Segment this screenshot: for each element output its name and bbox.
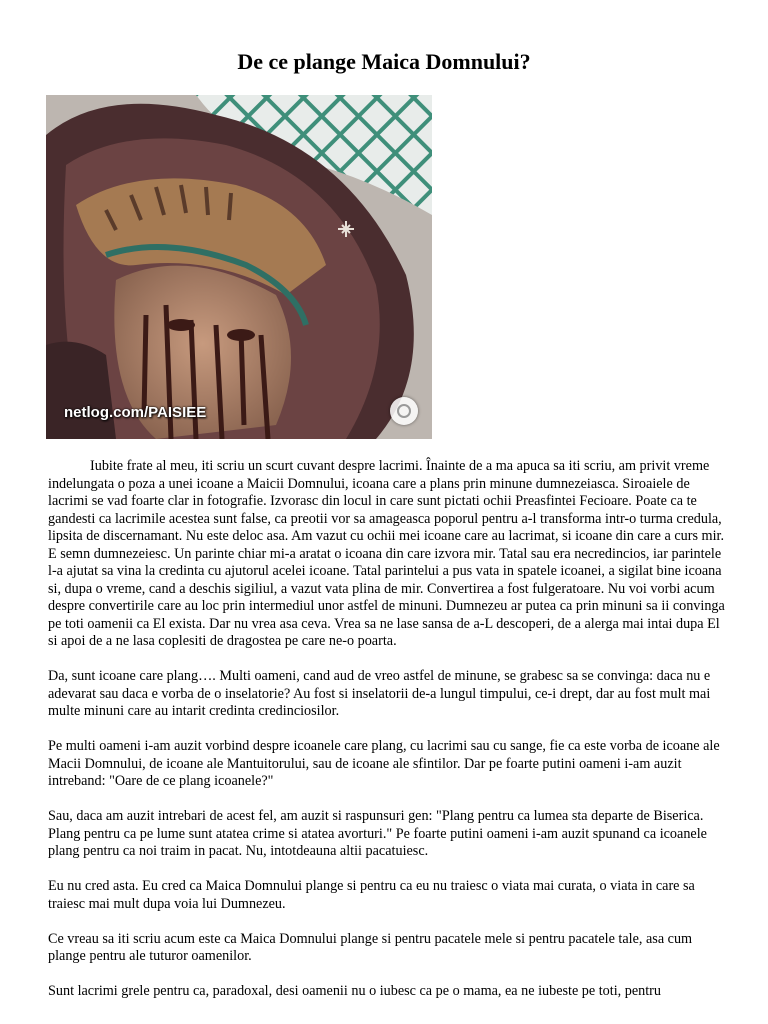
- icon-photograph: [46, 95, 432, 439]
- paragraph: Da, sunt icoane care plang…. Multi oameni, cand aud de vreo astfel de minune, se grabesc sa se convinga: daca nu e adevarat sau daca e vorba de o inselatorie? Au fost si inselatorii de-a lungul timpului, ce-i drept, dar au fost mult mai multe minuni care au intarit credinta credinciosilor.: [48, 668, 711, 719]
- paragraph: Sau, daca am auzit intrebari de acest fel, am auzit si raspunsuri gen: "Plang pentru ca lumea sta departe de Biserica. Plang pentru ca pe lume sunt atatea crime si atatea avorturi." Pe foarte putini oameni i-am auzit spunand ca icoanele plang pentru ca noi traim in pacat. Nu, intotdeauna altii pacatuiesc.: [48, 808, 707, 859]
- paragraph: Eu nu cred asta. Eu cred ca Maica Domnului plange si pentru ca eu nu traiesc o viata mai curata, o viata in care sa traiesc mai mult dupa voia lui Dumnezeu.: [48, 878, 695, 912]
- paragraph: Sunt lacrimi grele pentru ca, paradoxal, desi oamenii nu o iubesc ca pe o mama, ea ne iubeste pe toti, pentru: [48, 983, 661, 999]
- camera-logo-icon: [390, 397, 418, 425]
- photo-watermark: netlog.com/PAISIEE: [64, 404, 207, 421]
- paragraph: Iubite frate al meu, iti scriu un scurt cuvant despre lacrimi. Înainte de a ma apuca sa iti scriu, am privit vreme indelungata o poza a unei icoane a Maicii Domnului, icoana care a plans prin minune dumnezeiasca. Siroaiele de lacrimi se vad foarte clar in fotografie. Izvorasc din locul in care sunt pictati ochii Preasfintei Fecioare. Poate ca te gandesti ca lacrimile acestea sunt false, ca preotii vor sa amageasca poporul pentru a-l transforma intr-o turma credula, lipsita de discernamant. Nu este deloc asa. Am vazut cu ochii mei icoane care au lacrimat, si icoane din care a curs mir. E semn dumnezeiesc. Un parinte chiar mi-a aratat o icoana din care izvora mir. Tatal sau era necredincios, iar parintele l-a ajutat sa vina la credinta cu ajutorul acelei icoane. Tatal parintelui a pus vata in spatele icoanei, a sigilat bine icoana si, dupa o vreme, cand a deschis sigiliul, a vazut vata plina de mir. Convertirea a fost fulgeratoare. Nu voi vorbi acum despre convertirile care au loc prin intermediul unor astfel de minuni. Dumnezeu ar putea ca prin minuni sa ii convinga pe toti oamenii ca El exista. Dar nu vrea asa ceva. Vrea sa ne lase sansa de a-L descoperi, de a alerga mai intai dupa El si apoi de a ne lasa coplesiti de dragostea pe care ne-o poarta.: [48, 458, 725, 649]
- paragraph: Pe multi oameni i-am auzit vorbind despre icoanele care plang, cu lacrimi sau cu sange, fie ca este vorba de icoane ale Macii Domnului, de icoane ale Mantuitorului, sau de icoane ale sfintilor. Dar pe foarte putini oameni i-am auzit intreband: "Oare de ce plang icoanele?": [48, 738, 720, 789]
- paragraph: Ce vreau sa iti scriu acum este ca Maica Domnului plange si pentru pacatele mele si pentru pacatele tale, asa cum plange pentru ale tuturor oamenilor.: [48, 930, 693, 964]
- document-title: De ce plange Maica Domnului?: [237, 49, 531, 74]
- article-body: [48, 458, 728, 1018]
- weeping-icon-image: [46, 95, 432, 439]
